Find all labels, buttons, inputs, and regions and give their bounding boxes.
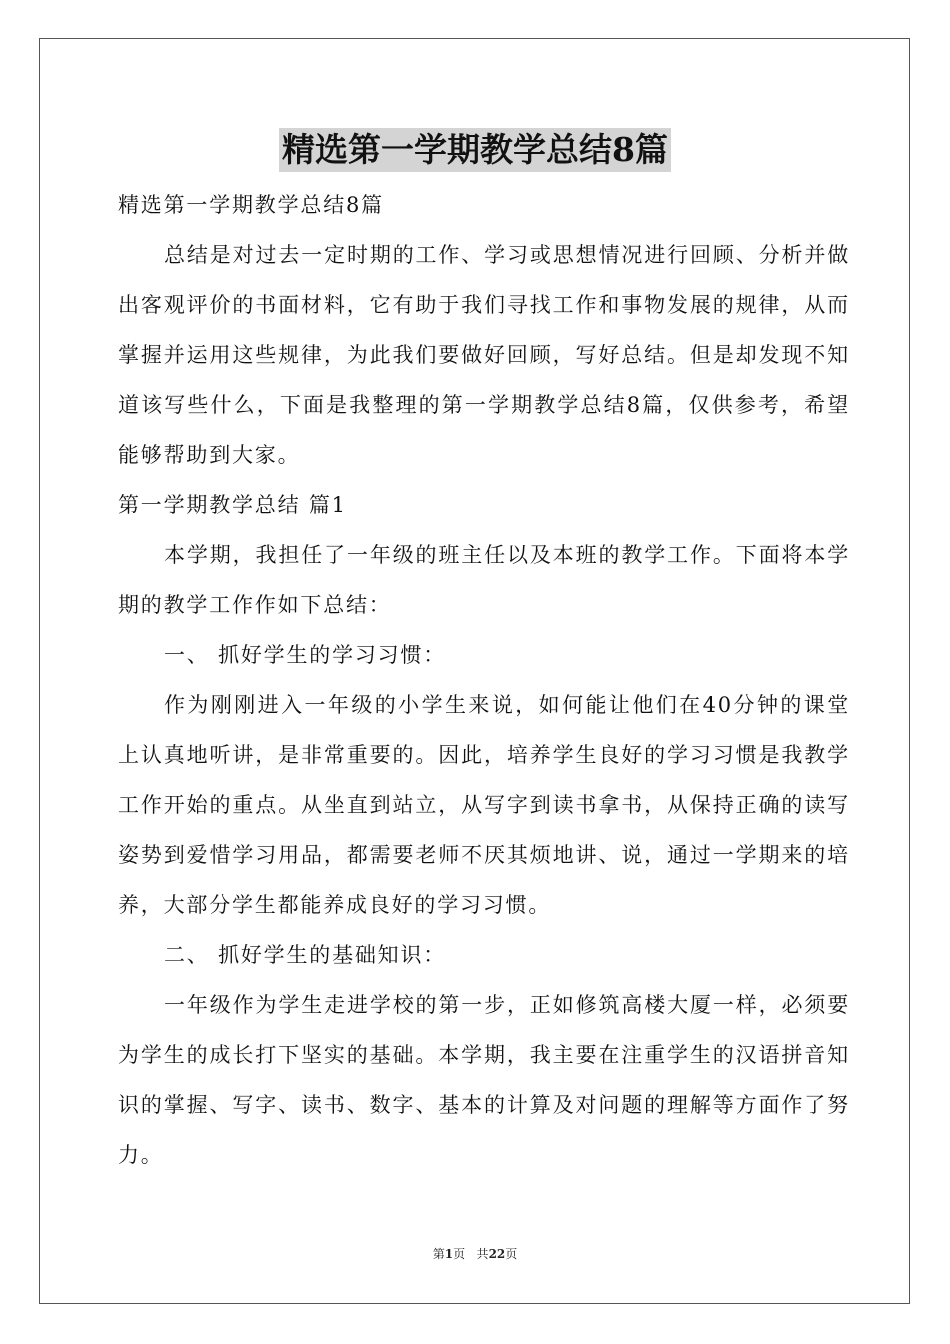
- body-paragraph: 作为刚刚进入一年级的小学生来说，如何能让他们在40分钟的课堂上认真地听讲，是非常重要的。因此，培养学生良好的学习习惯是我教学工作开始的重点。从坐直到站立，从写字到读书拿书，从保持正确的读写姿势到爱惜学习用品，都需要老师不厌其烦地讲、说，通过一学期来的培养，大部分学生都能养成良好的学习习惯。: [118, 693, 850, 917]
- footer-page-number: 1: [444, 1247, 454, 1261]
- document-title: 精选第一学期教学总结8篇: [279, 128, 671, 172]
- footer-total-pages: 22: [488, 1247, 506, 1261]
- document-body: [118, 180, 850, 1180]
- subtitle-paragraph: 精选第一学期教学总结8篇: [118, 193, 384, 217]
- list-heading-2: 二、 抓好学生的基础知识：: [164, 943, 447, 967]
- list-heading-1: 一、 抓好学生的学习习惯：: [164, 643, 447, 667]
- section-heading: 第一学期教学总结 篇1: [118, 493, 347, 517]
- footer-page-prefix: 第: [432, 1247, 445, 1261]
- intro-paragraph: 总结是对过去一定时期的工作、学习或思想情况进行回顾、分析并做出客观评价的书面材料，它有助于我们寻找工作和事物发展的规律，从而掌握并运用这些规律，为此我们要做好回顾，写好总结。但是却发现不知道该写些什么，下面是我整理的第一学期教学总结8篇，仅供参考，希望能够帮助到大家。: [118, 243, 850, 467]
- footer-total-prefix: 共: [476, 1247, 489, 1261]
- title-container: [0, 128, 950, 172]
- footer-total-suffix: 页: [505, 1247, 518, 1261]
- page-footer: [0, 1246, 950, 1262]
- body-paragraph: 本学期，我担任了一年级的班主任以及本班的教学工作。下面将本学期的教学工作作如下总结：: [118, 543, 850, 617]
- body-paragraph: 一年级作为学生走进学校的第一步，正如修筑高楼大厦一样，必须要为学生的成长打下坚实的基础。本学期，我主要在注重学生的汉语拼音知识的掌握、写字、读书、数字、基本的计算及对问题的理解等方面作了努力。: [118, 993, 850, 1167]
- footer-page-suffix: 页: [453, 1247, 466, 1261]
